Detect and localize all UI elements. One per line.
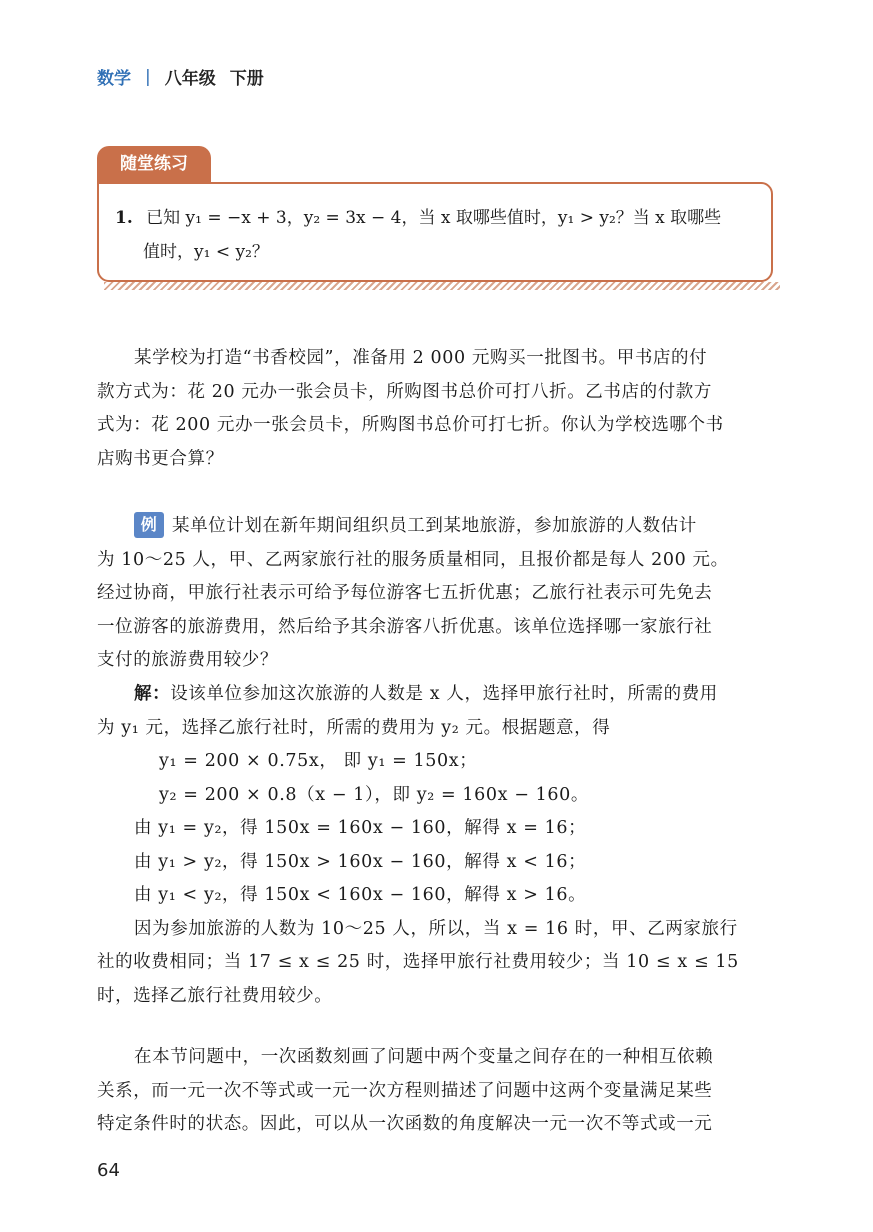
closing-line: 在本节问题中，一次函数刻画了问题中两个变量之间存在的一种相互依赖 (134, 1047, 714, 1067)
practice-question-text-1: 已知 y₁ = −x + 3，y₂ = 3x − 4，当 x 取哪些值时，y₁ > y₂？当 x 取哪些 (146, 208, 722, 228)
header-separator: | (145, 66, 151, 87)
problem-line: 某学校为打造“书香校园”，准备用 2 000 元购买一批图书。甲书店的付 (134, 348, 708, 368)
conclusion-line: 因为参加旅游的人数为 10～25 人，所以，当 x = 16 时，甲、乙两家旅行 (134, 918, 738, 939)
problem-line: 式为：花 200 元办一张会员卡，所购图书总价可打七折。你认为学校选哪个书 (97, 415, 724, 435)
subject-label: 数学 (97, 69, 131, 89)
case-greater: 由 y₁ > y₂，得 150x > 160x − 160，解得 x < 16； (134, 851, 587, 872)
practice-question-line-2: 值时，y₁ < y₂？ (143, 242, 269, 262)
example-badge: 例 (134, 512, 164, 538)
page-header (97, 64, 264, 89)
equation-2: y₂ = 200 × 0.8（x − 1），即 y₂ = 160x − 160。 (159, 784, 589, 805)
equation-1: y₁ = 200 × 0.75x， 即 y₁ = 150x； (159, 751, 478, 771)
closing-line: 特定条件时的状态。因此，可以从一次函数的角度解决一元一次不等式或一元 (97, 1114, 713, 1134)
practice-title: 随堂练习 (97, 146, 211, 184)
case-equal: 由 y₁ = y₂，得 150x = 160x − 160，解得 x = 16； (134, 818, 587, 838)
solution-block (97, 678, 777, 1013)
conclusion-line: 时，选择乙旅行社费用较少。 (97, 985, 333, 1006)
example-line: 为 10～25 人，甲、乙两家旅行社的服务质量相同，且报价都是每人 200 元。 (97, 549, 729, 570)
solution-line-1-text: 设该单位参加这次旅游的人数是 x 人，选择甲旅行社时，所需的费用 (170, 684, 718, 704)
grade-label: 八年级 (164, 69, 216, 89)
practice-box (97, 182, 773, 282)
example-line-1-text: 某单位计划在新年期间组织员工到某地旅游，参加旅游的人数估计 (172, 516, 697, 536)
page-number: 64 (97, 1160, 120, 1181)
example-line: 经过协商，甲旅行社表示可给予每位游客七五折优惠；乙旅行社表示可先免去 (97, 583, 713, 603)
example-line: 一位游客的旅游费用，然后给予其余游客八折优惠。该单位选择哪一家旅行社 (97, 616, 713, 637)
closing-paragraph (97, 1041, 777, 1142)
practice-box-shadow (104, 282, 780, 290)
closing-line: 关系，而一元一次不等式或一元一次方程则描述了问题中这两个变量满足某些 (97, 1080, 713, 1101)
example-line (97, 510, 777, 544)
example-paragraph (97, 510, 777, 678)
practice-question-line-1 (115, 206, 721, 230)
problem-line: 款方式为：花 20 元办一张会员卡，所购图书总价可打八折。乙书店的付款方 (97, 381, 712, 402)
solution-line-1 (97, 678, 777, 712)
problem-line: 店购书更合算？ (97, 448, 224, 469)
volume-label: 下册 (229, 69, 264, 89)
case-less: 由 y₁ < y₂，得 150x < 160x − 160，解得 x > 16。 (134, 885, 587, 905)
practice-question-number: 1. (115, 208, 133, 228)
problem-paragraph (97, 342, 777, 476)
example-line: 支付的旅游费用较少？ (97, 650, 278, 670)
conclusion-line: 社的收费相同；当 17 ≤ x ≤ 25 时，选择甲旅行社费用较少；当 10 ≤ x ≤ 15 (97, 952, 739, 972)
solution-label: 解： (134, 684, 171, 704)
solution-line-2: 为 y₁ 元，选择乙旅行社时，所需的费用为 y₂ 元。根据题意，得 (97, 717, 611, 738)
